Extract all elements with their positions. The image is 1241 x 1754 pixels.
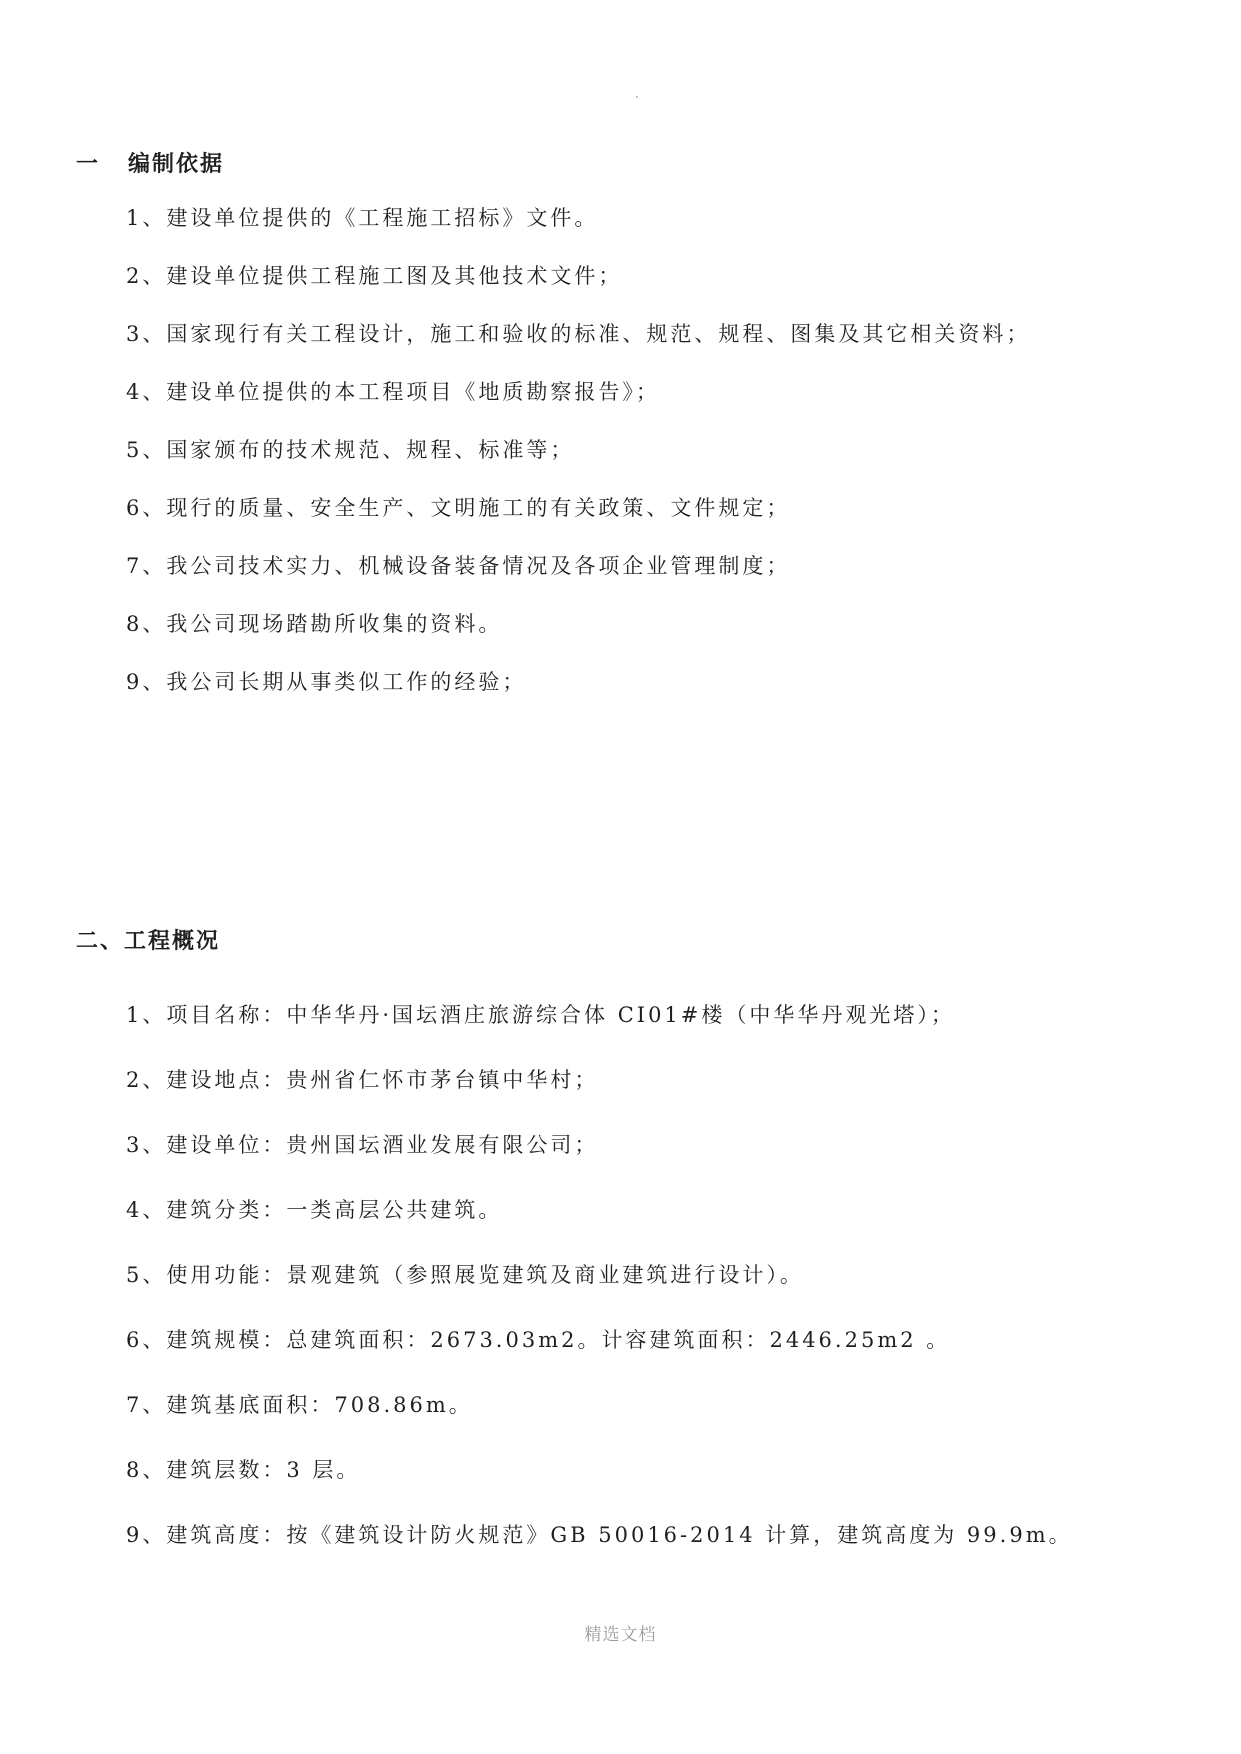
list-item: 2、建设地点：贵州省仁怀市茅台镇中华村；	[126, 1068, 599, 1092]
list-item: 4、建筑分类：一类高层公共建筑。	[126, 1198, 503, 1222]
section-heading-overview	[76, 924, 220, 955]
section-title: 工程概况	[124, 929, 221, 954]
list-item: 5、使用功能：景观建筑（参照展览建筑及商业建筑进行设计）。	[126, 1263, 804, 1287]
section-number: 二、	[76, 929, 125, 954]
section-title: 编制依据	[128, 152, 225, 177]
page-footer: 精选文档	[584, 1625, 657, 1645]
list-item: 6、建筑规模：总建筑面积：2673.03m2。计容建筑面积：2446.25m2 。	[126, 1328, 951, 1352]
list-item: 9、建筑高度：按《建筑设计防火规范》GB 50016-2014 计算，建筑高度为 99.9m。	[126, 1523, 1073, 1547]
list-item: 3、国家现行有关工程设计，施工和验收的标准、规范、规程、图集及其它相关资料；	[126, 322, 1031, 346]
list-item: 6、现行的质量、安全生产、文明施工的有关政策、文件规定；	[126, 496, 791, 520]
list-item: 5、国家颁布的技术规范、规程、标准等；	[126, 438, 575, 462]
list-item: 7、我公司技术实力、机械设备装备情况及各项企业管理制度；	[126, 554, 791, 578]
list-item: 1、建设单位提供的《工程施工招标》文件。	[126, 206, 599, 230]
list-item: 7、建筑基底面积：708.86m。	[126, 1393, 473, 1417]
list-item: 3、建设单位：贵州国坛酒业发展有限公司；	[126, 1133, 599, 1157]
list-item: 8、我公司现场踏勘所收集的资料。	[126, 612, 503, 636]
list-item: 8、建筑层数：3 层。	[126, 1458, 361, 1482]
page-mark	[636, 96, 638, 98]
list-item: 1、项目名称：中华华丹·国坛酒庄旅游综合体 CI01#楼（中华华丹观光塔）；	[126, 1003, 955, 1027]
section-number: 一	[76, 152, 101, 177]
list-item: 4、建设单位提供的本工程项目《地质勘察报告》；	[126, 380, 660, 404]
list-item: 9、我公司长期从事类似工作的经验；	[126, 670, 527, 694]
list-item: 2、建设单位提供工程施工图及其他技术文件；	[126, 264, 623, 288]
section-heading-basis	[76, 147, 224, 178]
